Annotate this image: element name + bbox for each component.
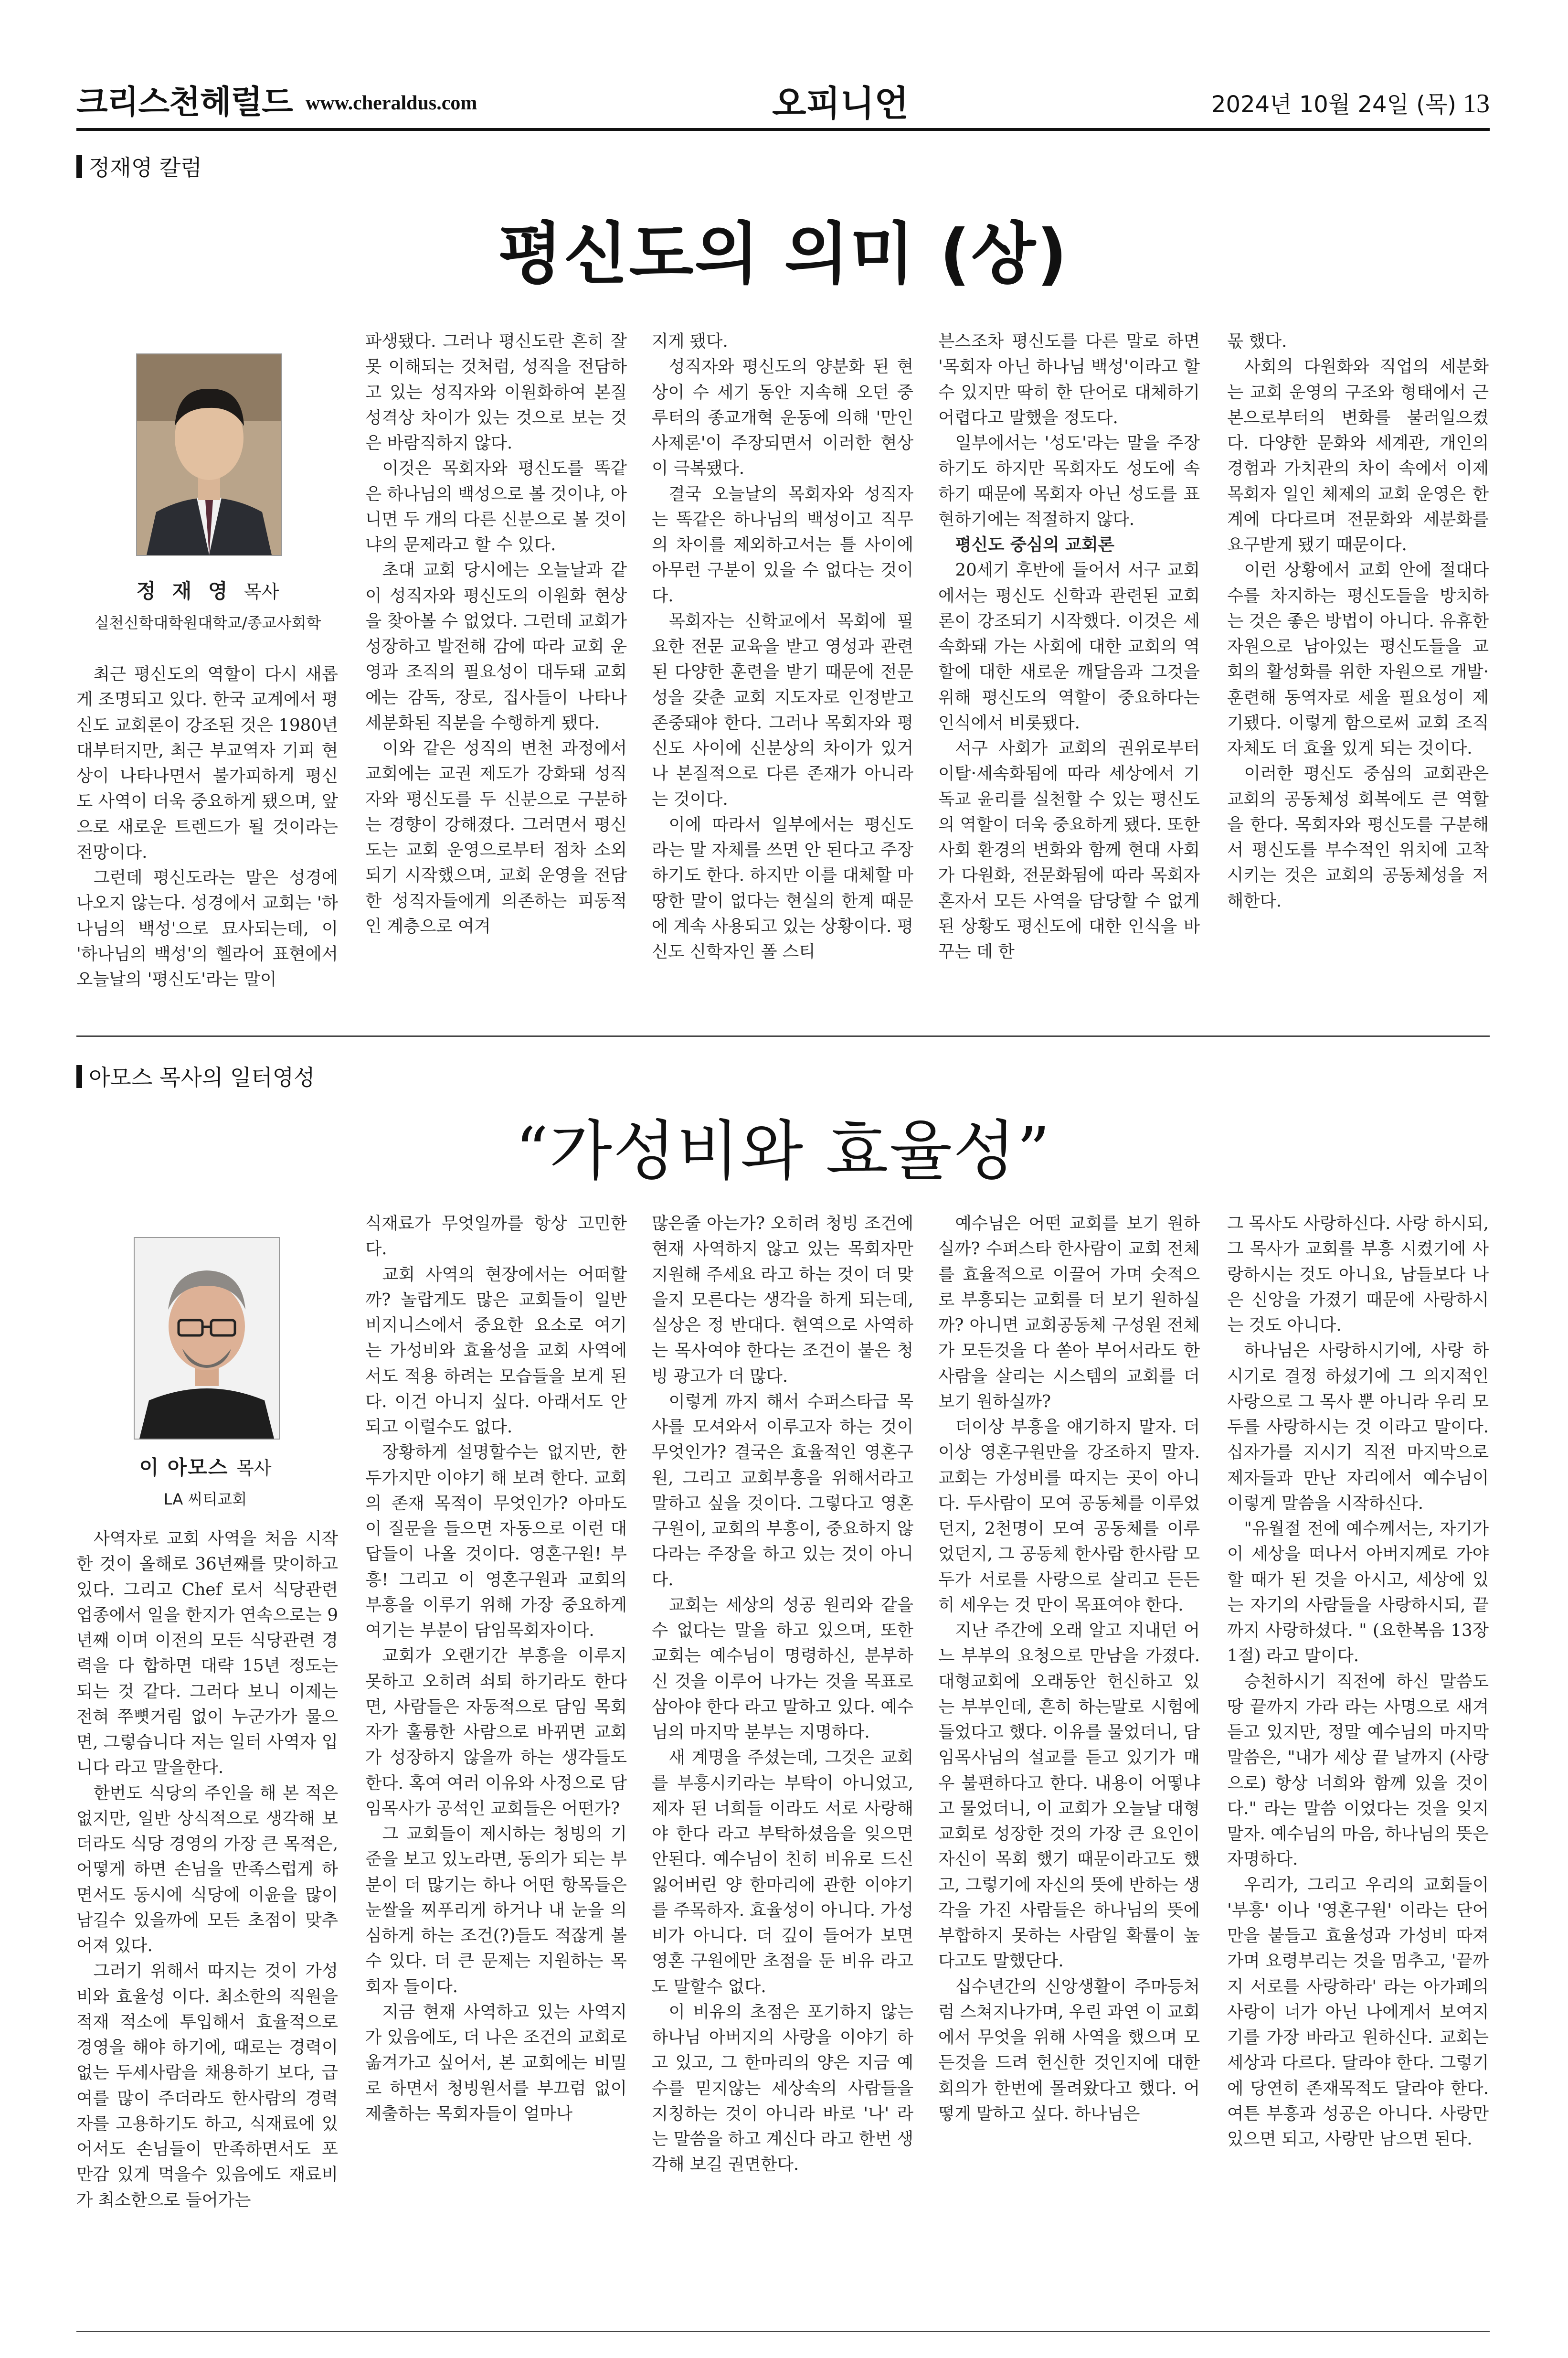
paragraph: 새 계명을 주셨는데, 그것은 교회를 부흥시키라는 부탁이 아니었고, 제자 된 너희들 이라도 서로 사랑해야 한다 라고 부탁하셨음을 잊으면 안된다. 예수님이 친히 비유로 드신 잃어버린 양 한마리에 관한 이야기를 주목하자. 효율성이 아니다. 가성비가 아니다. 더 깊이 들어가 보면 영혼 구원에만 초점을 둔 비유 라고도 말할수 없다. bbox=[652, 1748, 913, 1996]
paragraph: 장황하게 설명할수는 없지만, 한두가지만 이야기 해 보려 한다. 교회의 존재 목적이 무엇인가? 아마도 이 질문을 들으면 자동으로 이런 대답들이 나올 것이다. 영혼구원! 부흥! 그리고 이 영혼구원과 교회의 부흥을 이루기 위해 가장 중요하게 여기는 부분이 담임목회자이다. bbox=[365, 1442, 627, 1640]
paragraph: 승천하시기 직전에 하신 말씀도 땅 끝까지 가라 라는 사명으로 새겨듣고 있지만, 정말 예수님의 마지막 말씀은, "내가 세상 끝 날까지 (사랑으로) 항상 너희와 함께 있을 것이다." 라는 말씀 이었다는 것을 잊지말자. 예수님의 마음, 하나님의 뜻은 자명하다. bbox=[1227, 1671, 1489, 1869]
paragraph: 이것은 목회자와 평신도를 똑같은 하나님의 백성으로 볼 것이냐, 아니면 두 개의 다른 신분으로 볼 것이냐의 문제라고 할 수 있다. bbox=[365, 459, 627, 555]
paragraph: 교회 사역의 현장에서는 어떠할까? 놀랍게도 많은 교회들이 일반 비지니스에서 중요한 요소로 여기는 가성비와 효율성을 교회 사역에서도 적용 하려는 모습들을 보게 된다. 이건 아니지 싶다. 아래서도 안되고 이럴수도 없다. bbox=[365, 1264, 627, 1437]
paragraph: 지난 주간에 오래 알고 지내던 어느 부부의 요청으로 만남을 가졌다. 대형교회에 오래동안 헌신하고 있는 부부인데, 흔히 하는말로 시험에 들었다고 했다. 이유를 물었더니, 담임목사님의 설교를 듣고 있기가 매우 불편하다고 한다. 내용이 어떻냐고 물었더니, 이 교회가 오늘날 대형교회로 성장한 것의 가장 큰 요인이 자신이 목회 했기 때문이라고도 했고, 그렇기에 자신의 뜻에 반하는 생각을 가진 사람들은 하나님의 뜻에 부합하지 못하는 사람일 확률이 높다고도 말했단다. bbox=[938, 1621, 1200, 1971]
author-name-line bbox=[74, 576, 341, 604]
section-divider bbox=[76, 1035, 1490, 1037]
issue-date: 2024년 10월 24일 (목) bbox=[1211, 91, 1456, 118]
paragraph: 이에 따라서 일부에서는 평신도라는 말 자체를 쓰면 안 된다고 주장하기도 한다. 하지만 이를 대체할 마땅한 말이 없다는 현실의 한계 때문에 계속 사용되고 있는 상황이다. 평신도 신학자인 폴 스티 bbox=[652, 814, 913, 961]
paragraph: 일부에서는 '성도'라는 말을 주장하기도 하지만 목회자도 성도에 속하기 때문에 목회자 아닌 성도를 표현하기에는 적절하지 않다. bbox=[938, 433, 1200, 529]
author-byline-2 bbox=[72, 1452, 339, 1509]
paragraph: 결국 오늘날의 목회자와 성직자는 똑같은 하나님의 백성이고 직무의 차이를 제외하고서는 틀 사이에 아무런 구분이 있을 수 없다는 것이다. bbox=[652, 484, 913, 606]
paragraph: 이와 같은 성직의 변천 과정에서 교회에는 교권 제도가 강화돼 성직자와 평신도를 두 신분으로 구분하는 경향이 강해졌다. 그러면서 평신도는 교회 운영으로부터 점차 소외되기 시작했으며, 교회 운영을 전담한 성직자들에게 의존하는 피동적인 계층으로 여겨 bbox=[365, 738, 627, 936]
paragraph: 몫 했다. bbox=[1227, 331, 1287, 351]
paragraph: 이러한 평신도 중심의 교회관은 교회의 공동체성 회복에도 큰 역할을 한다. 목회자와 평신도를 구분해서 평신도를 부수적인 위치에 고착시키는 것은 교회의 공동체성을 저해한다. bbox=[1227, 764, 1489, 911]
paragraph: 그런데 평신도라는 말은 성경에 나오지 않는다. 성경에서 교회는 '하나님의 백성'으로 묘사되는데, 이 '하나님의 백성'의 헬라어 표현에서 오늘날의 '평신도'라는 말이 bbox=[76, 868, 338, 989]
author-name: 정 재 영 bbox=[136, 579, 233, 603]
paragraph: 이 비유의 초점은 포기하지 않는 하나님 아버지의 사랑을 이야기 하고 있고, 그 한마리의 양은 지금 예수를 믿지않는 세상속의 사람들을 지칭하는 것이 아니라 바로 '나' 라는 말씀을 하고 계신다 라고 한번 생각해 보길 권면한다. bbox=[652, 2002, 913, 2175]
paragraph: 목회자는 신학교에서 목회에 필요한 전문 교육을 받고 영성과 관련된 다양한 훈련을 받기 때문에 전문성을 갖춘 교회 지도자로 인정받고 존중돼야 한다. 그러나 목회자와 평신도 사이에 신분상의 차이가 있거나 본질적으로 다른 존재가 아니라는 것이다. bbox=[652, 611, 913, 809]
author-photo-jeong bbox=[136, 353, 282, 556]
text-column bbox=[76, 662, 338, 992]
article1-headline: 평신도의 의미 (상) bbox=[498, 215, 1069, 293]
author-byline-1 bbox=[74, 576, 341, 633]
paragraph: 한번도 식당의 주인을 해 본 적은 없지만, 일반 상식적으로 생각해 보더라도 식당 경영의 가장 큰 목적은, 어떻게 하면 손님을 만족스럽게 하면서도 동시에 식당에 이윤을 많이 남길수 있을까에 모든 초점이 맞추어져 있다. bbox=[76, 1783, 338, 1955]
article2-headline: “가성비와 효율성” bbox=[515, 1114, 1051, 1189]
paragraph: 그러기 위해서 따지는 것이 가성비와 효율성 이다. 최소한의 직원을 적재 적소에 투입해서 효율적으로 경영을 해야 하기에, 때로는 경력이 없는 두세사람을 채용하기 보다, 급여를 많이 주더라도 한사람의 경력자를 고용하기도 하고, 식재료에 있어서도 손님들이 만족하면서도 포만감 있게 먹을수 있음에도 재료비가 최소한으로 들어가는 bbox=[76, 1961, 338, 2210]
paragraph: 더이상 부흥을 얘기하지 말자. 더이상 영혼구원만을 강조하지 말자. 교회는 가성비를 따지는 곳이 아니다. 두사람이 모여 공동체를 이루었던지, 2천명이 모여 공동체를 이루었던지, 그 공동체 한사람 한사람 모두가 서로를 사랑으로 살리고 든든히 세우는 것 만이 목표여야 한다. bbox=[938, 1417, 1200, 1615]
paragraph: 초대 교회 당시에는 오늘날과 같이 성직자와 평신도의 이원화 현상을 찾아볼 수 없었다. 그런데 교회가 성장하고 발전해 감에 따라 교회 운영과 조직의 필요성이 대두돼 교회에는 감독, 장로, 집사들이 나타나 세분화된 직분을 수행하게 됐다. bbox=[365, 560, 627, 733]
paragraph: 교회가 오랜기간 부흥을 이루지 못하고 오히려 쇠퇴 하기라도 한다면, 사람들은 자동적으로 담임 목회자가 훌륭한 사람으로 바뀌면 교회가 성장하지 않을까 하는 생각들도 한다. 혹여 여러 이유와 사정으로 담임목사가 공석인 교회들은 어떤가? bbox=[365, 1646, 627, 1818]
paragraph: 최근 평신도의 역할이 다시 새롭게 조명되고 있다. 한국 교계에서 평신도 교회론이 강조된 것은 1980년대부터지만, 최근 부교역자 기피 현상이 나타나면서 불가피하게 평신도 사역이 더욱 중요하게 됐으며, 앞으로 새로운 트렌드가 될 것이라는 전망이다. bbox=[76, 664, 338, 862]
subheading: 평신도 중심의 교회론 bbox=[955, 535, 1114, 555]
text-column bbox=[652, 1211, 913, 2177]
paragraph: 븐스조차 평신도를 다른 말로 하면 '목회자 아닌 하나님 백성'이라고 할 수 있지만 딱히 한 단어로 대체하기 어렵다고 말했을 정도다. bbox=[938, 331, 1200, 427]
author-title: 목사 bbox=[236, 1458, 272, 1479]
paragraph: 많은줄 아는가? 오히려 청빙 조건에 현재 사역하지 않고 있는 목회자만 지원해 주세요 라고 하는 것이 더 맞을지 모른다는 생각을 하게 되는데, 실상은 정 반대다. 현역으로 사역하는 목사여야 한다는 조건이 붙은 청빙 광고가 더 많다. bbox=[652, 1214, 913, 1386]
paragraph: 그 목사도 사랑하신다. 사랑 하시되, 그 목사가 교회를 부흥 시켰기에 사랑하시는 것도 아니요, 남들보다 나은 신앙을 가졌기 때문에 사랑하시는 것도 아니다. bbox=[1227, 1214, 1489, 1335]
page-bottom-rule bbox=[76, 2331, 1490, 2332]
paragraph: 파생됐다. 그러나 평신도란 흔히 잘못 이해되는 것처럼, 성직을 전담하고 있는 성직자와 이원화하여 본질 성격상 차이가 있는 것으로 보는 것은 바람직하지 않다. bbox=[365, 331, 627, 453]
text-column bbox=[365, 329, 627, 939]
article1-kicker bbox=[76, 150, 202, 182]
paragraph: 식재료가 무엇일까를 항상 고민한다. bbox=[365, 1214, 627, 1259]
section-title: 오피니언 bbox=[772, 83, 909, 124]
author-name: 이 아모스 bbox=[139, 1456, 229, 1479]
paragraph: 하나님은 사랑하시기에, 사랑 하시기로 결정 하셨기에 그 의지적인 사랑으로 그 목사 뿐 아니라 우리 모두를 사랑하시는 것 이라고 말이다. 십자가를 지시기 직전 마지막으로 제자들과 만난 자리에서 예수님이 이렇게 말씀을 시작하신다. bbox=[1227, 1341, 1489, 1513]
paragraph: 교회는 세상의 성공 원리와 같을 수 없다는 말을 하고 있으며, 또한 교회는 예수님이 명령하신, 분부하신 것을 이루어 나가는 것을 목표로 삼아야 한다 라고 말하고 있다. 예수님의 마지막 분부는 지명하다. bbox=[652, 1595, 913, 1742]
portrait-illustration bbox=[137, 354, 281, 555]
paragraph: 서구 사회가 교회의 권위로부터 이탈·세속화됨에 따라 세상에서 기독교 윤리를 실천할 수 있는 평신도의 역할이 더욱 중요하게 됐다. 또한 사회 환경의 변화와 함께 현대 사회가 다원화, 전문화됨에 따라 목회자 혼자서 모든 사역을 담당할 수 없게 된 상황도 평신도에 대한 인식을 바꾸는 데 한 bbox=[938, 738, 1200, 961]
kicker-bar bbox=[76, 1065, 82, 1088]
paragraph: 이렇게 까지 해서 수퍼스타급 목사를 모셔와서 이루고자 하는 것이 무엇인가? 결국은 효율적인 영혼구원, 그리고 교회부흥을 위해서라고 말하고 싶을 것이다. 그렇다고 영혼구원이, 교회의 부흥이, 중요하지 않다라는 주장을 하고 있는 것이 아니다. bbox=[652, 1391, 913, 1590]
paragraph: 사역자로 교회 사역을 처음 시작한 것이 올해로 36년째를 맞이하고 있다. 그리고 Chef 로서 식당관련 업종에서 일을 한지가 연속으로는 9년째 이며 이전의 모든 식당관련 경력을 다 합하면 대략 15년 정도는 되는 것 같다. 그러다 보니 이제는 전혀 쭈뼛거림 없이 누군가가 물으면, 그렇습니다 저는 일터 사역자 입니다 라고 말을한다. bbox=[76, 1529, 338, 1778]
masthead-rule bbox=[76, 128, 1490, 131]
author-photo-lee bbox=[134, 1237, 280, 1440]
paragraph: 이런 상황에서 교회 안에 절대다수를 차지하는 평신도들을 방치하는 것은 좋은 방법이 아니다. 유휴한 자원으로 남아있는 평신도들을 교회의 활성화를 위한 자원으로 개발·훈련해 동역자로 세울 필요성이 제기됐다. 이렇게 함으로써 교회 조직 자체도 더 효율 있게 되는 것이다. bbox=[1227, 560, 1489, 758]
text-column bbox=[1227, 1211, 1489, 2152]
author-affiliation: LA 씨티교회 bbox=[163, 1490, 247, 1508]
paragraph: 지금 현재 사역하고 있는 사역지가 있음에도, 더 나은 조건의 교회로 옮겨가고 싶어서, 본 교회에는 비밀로 하면서 청빙원서를 부끄럼 없이 제출하는 목회자들이 얼마나 bbox=[365, 2002, 627, 2123]
article2-kicker-text: 아모스 목사의 일터영성 bbox=[89, 1065, 315, 1090]
issue-date-page bbox=[1211, 86, 1490, 119]
portrait-illustration bbox=[135, 1238, 279, 1439]
article2-kicker bbox=[76, 1060, 315, 1092]
text-column bbox=[365, 1211, 627, 2126]
text-column bbox=[1227, 329, 1489, 914]
paragraph: 예수님은 어떤 교회를 보기 원하실까? 수퍼스타 한사람이 교회 전체를 효율적으로 이끌어 가며 숫적으로 부흥되는 교회를 더 보기 원하실까? 아니면 교회공동체 구성원 전체가 모든것을 다 쏟아 부어서라도 한 사람을 살리는 시스템의 교회를 더 보기 원하실까? bbox=[938, 1214, 1200, 1411]
author-affiliation: 실천신학대학원대학교/종교사회학 bbox=[94, 614, 321, 632]
newspaper-logo: 크리스천헤럴드 bbox=[76, 84, 293, 121]
paragraph: 지게 됐다. bbox=[652, 331, 728, 351]
masthead bbox=[76, 72, 1490, 134]
paragraph: 그 교회들이 제시하는 청빙의 기준을 보고 있노라면, 동의가 되는 부분이 더 많기는 하나 어떤 항목들은 눈쌀을 찌푸리게 하거나 내 눈을 의심하게 하는 조건(?)들도 적잖게 볼수 있다. 더 큰 문제는 지원하는 목회자 들이다. bbox=[365, 1824, 627, 1996]
kicker-bar bbox=[76, 155, 82, 178]
paragraph: 사회의 다원화와 직업의 세분화는 교회 운영의 구조와 형태에서 근본으로부터의 변화를 불러일으켰다. 다양한 문화와 세계관, 개인의 경험과 가치관의 차이 속에서 이제 목회자 일인 체제의 교회 운영은 한계에 다다르며 전문화와 세분화를 요구받게 됐기 때문이다. bbox=[1227, 357, 1489, 555]
text-column bbox=[652, 329, 913, 964]
text-column bbox=[938, 329, 1200, 964]
paragraph: 성직자와 평신도의 양분화 된 현상이 수 세기 동안 지속해 오던 중 루터의 종교개혁 운동에 의해 '만인사제론'이 주장되면서 이러한 현상이 극복됐다. bbox=[652, 357, 913, 479]
text-column bbox=[938, 1211, 1200, 2126]
page-number: 13 bbox=[1463, 89, 1490, 118]
author-name-line bbox=[72, 1452, 339, 1481]
paragraph: 20세기 후반에 들어서 서구 교회에서는 평신도 신학과 관련된 교회론이 강조되기 시작했다. 이것은 세속화돼 가는 사회에 대한 교회의 역할에 대한 새로운 깨달음과 그것을 위해 평신도의 역할이 중요하다는 인식에서 비롯됐다. bbox=[938, 560, 1200, 733]
text-column bbox=[76, 1526, 338, 2213]
author-title: 목사 bbox=[244, 581, 279, 602]
paragraph: "유월절 전에 예수께서는, 자기가 이 세상을 떠나서 아버지께로 가야 할 때가 된 것을 아시고, 세상에 있는 자기의 사람들을 사랑하시되, 끝까지 사랑하셨다. " (요한복음 13장 1절) 라고 말이다. bbox=[1227, 1519, 1489, 1666]
paragraph: 십수년간의 신앙생활이 주마등처럼 스쳐지나가며, 우린 과연 이 교회에서 무엇을 위해 사역을 했으며 모든것을 드려 헌신한 것인지에 대한 회의가 한번에 몰려왔다고 했다. 어떻게 말하고 싶다. 하나님은 bbox=[938, 1976, 1200, 2123]
paragraph: 우리가, 그리고 우리의 교회들이 '부흥' 이나 '영혼구원' 이라는 단어만을 붙들고 효율성과 가성비 따져가며 요령부리는 것을 멈추고, '끝까지 서로를 사랑하라' 라는 아가페의 사랑이 너가 아닌 나에게서 보여지기를 가장 바라고 원하신다. 교회는 세상과 다르다. 달라야 한다. 그렇기에 당연히 존재목적도 달라야 한다. 여튼 부흥과 성공은 아니다. 사랑만 있으면 되고, 사랑만 남으면 된다. bbox=[1227, 1875, 1489, 2149]
article1-kicker-text: 정재영 칼럼 bbox=[89, 155, 202, 181]
website-url: www.cheraldus.com bbox=[306, 92, 477, 114]
